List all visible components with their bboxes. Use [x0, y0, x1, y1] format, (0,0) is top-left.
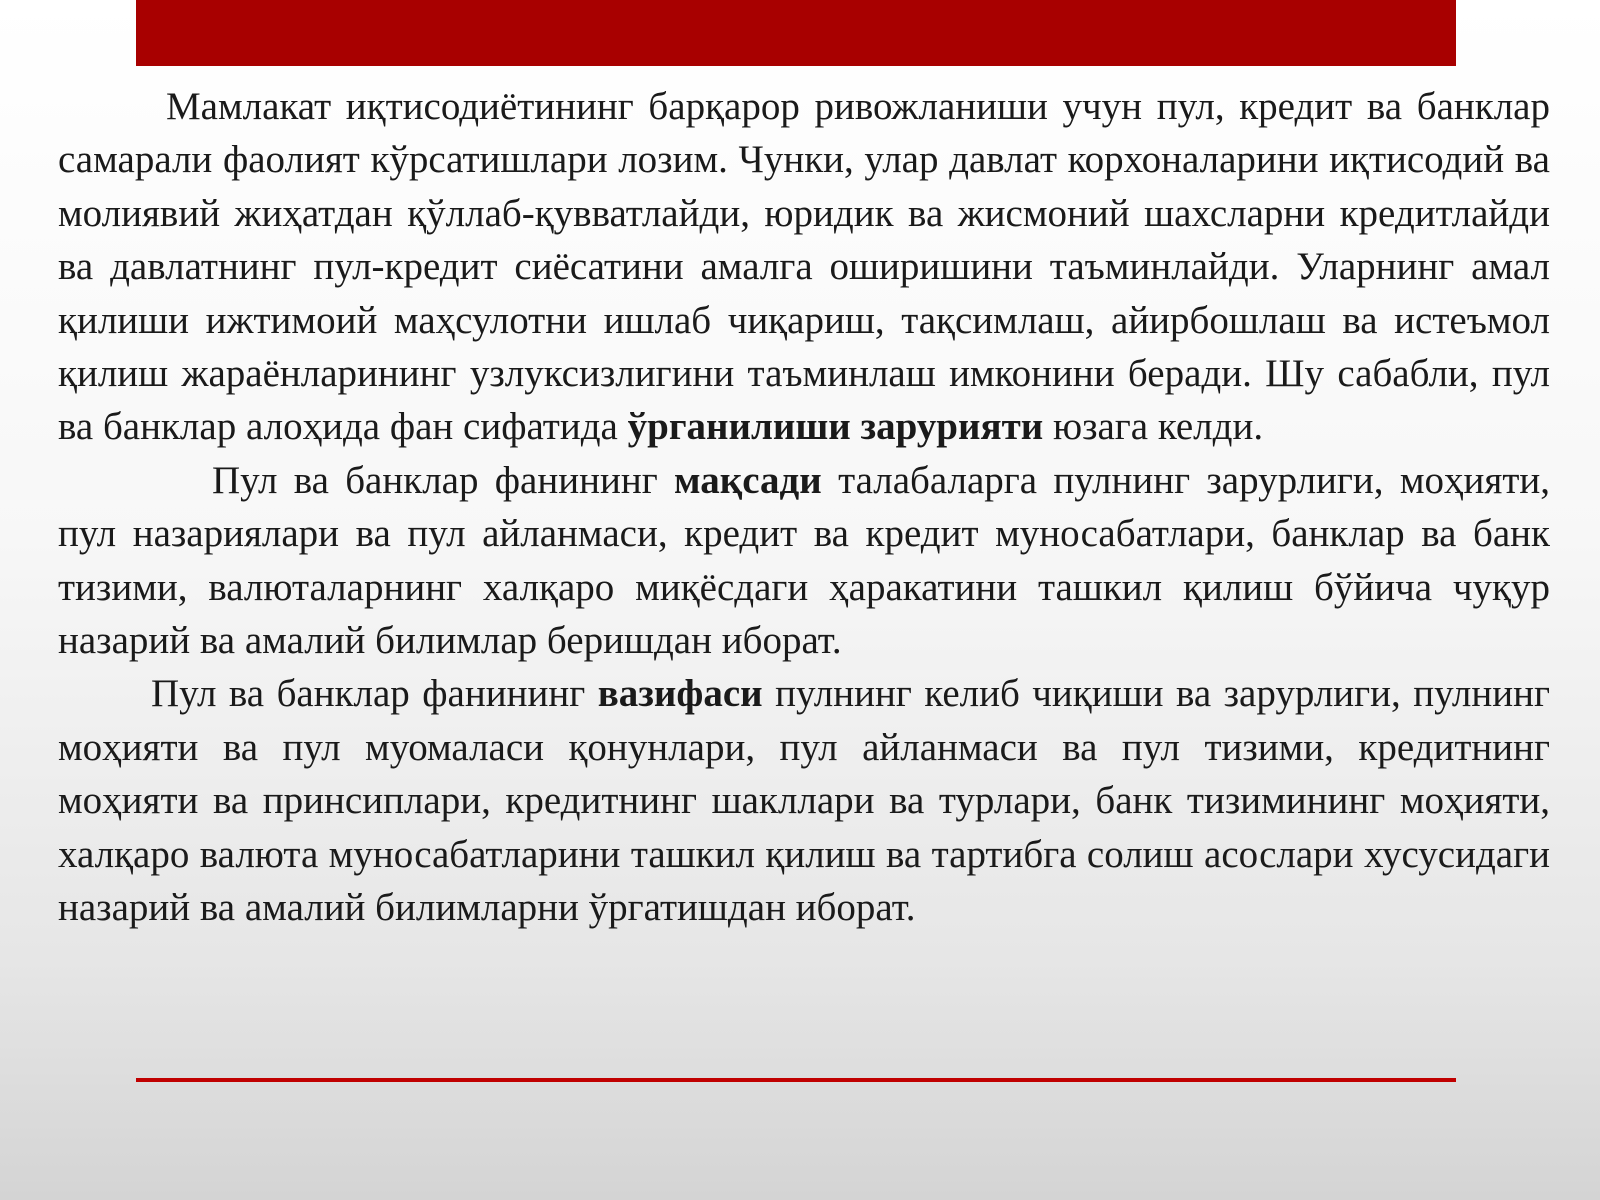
- paragraph-1-text: Мамлакат иқтисодиётининг барқарор ривожланиши учун пул, кредит ва банклар самарали фаолият кўрсатишлари лозим. Чунки, улар давлат корхоналарини иқтисодий ва молиявий жиҳатдан қўллаб-қувватлайди, юридик ва жисмоний шахсларни кредитлайди ва давлатнинг пул-кредит сиёсатини амалга оширишини таъминлайди. Уларнинг амал қилиши ижтимоий маҳсулотни ишлаб чиқариш, тақсимлаш, айирбошлаш ва истеъмол қилиш жараёнларининг узлуксизлигини таъминлаш имконини беради. Шу сабабли, пул ва банклар алоҳида фан сифатида: [58, 85, 1550, 449]
- paragraph-2-bold-phrase: мақсади: [674, 458, 822, 502]
- bottom-divider-line: [136, 1078, 1456, 1082]
- top-accent-bar: [136, 0, 1456, 66]
- paragraph-2-text-end: талабаларга пулнинг зарурлиги, моҳияти, пул назариялари ва пул айланмаси, кредит ва кредит муносабатлари, банклар ва банк тизими, валюталарнинг халқаро миқёсдаги ҳаракатини ташкил қилиш бўйича чуқур назарий ва амалий билимлар беришдан иборат.: [58, 458, 1550, 663]
- paragraph-3-text-end: пулнинг келиб чиқиши ва зарурлиги, пулнинг моҳияти ва пул муомаласи қонунлари, пул айланмаси ва пул тизими, кредитнинг моҳияти ва принсиплари, кредитнинг шакллари ва турлари, банк тизимининг моҳияти, халқаро валюта муносабатларини ташкил қилиш ва тартибга солиш асослари хусусидаги назарий ва амалий билимларни ўргатишдан иборат.: [58, 672, 1550, 930]
- slide-text-body: [58, 80, 1550, 935]
- paragraph-tasks: [58, 667, 1550, 934]
- paragraph-1-text-end: юзага келди.: [1043, 405, 1264, 449]
- paragraph-2-text: Пул ва банклар фанининг: [212, 458, 674, 502]
- paragraph-3-text: Пул ва банклар фанининг: [151, 672, 598, 716]
- paragraph-3-bold-phrase: вазифаси: [597, 672, 763, 716]
- paragraph-introduction: [58, 80, 1550, 454]
- paragraph-goal: [58, 454, 1550, 668]
- paragraph-1-bold-phrase: ўрганилиши зарурияти: [627, 405, 1044, 449]
